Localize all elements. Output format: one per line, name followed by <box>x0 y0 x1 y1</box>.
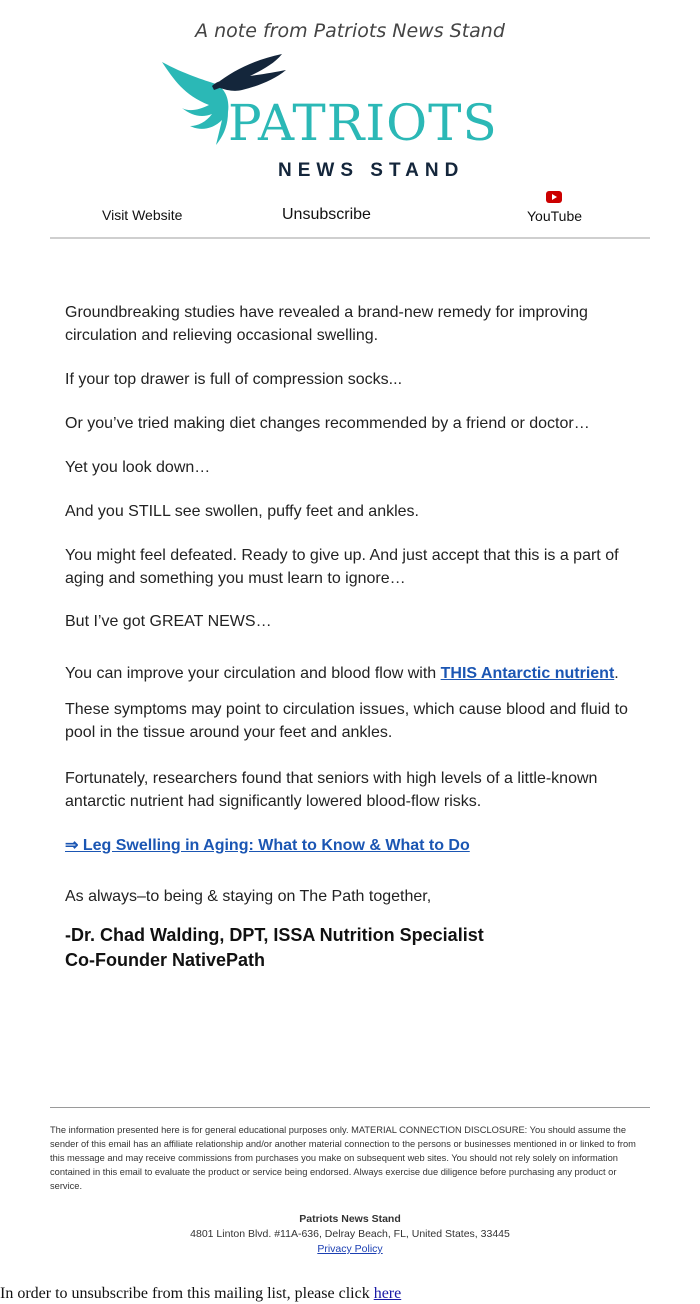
unsubscribe-here-link[interactable]: here <box>373 1285 402 1302</box>
paragraph-intro: Groundbreaking studies have revealed a brand-new remedy for improving circulation and relieving occasional swelling. <box>65 304 588 344</box>
unsubscribe-notice-text: In order to unsubscribe from this mailing list, please click <box>0 1285 374 1302</box>
article-link-line <box>65 834 640 857</box>
signature-name: -Dr. Chad Walding, DPT, ISSA Nutrition Specialist <box>65 925 484 945</box>
header-nav <box>50 190 650 239</box>
youtube-icon[interactable] <box>546 191 562 203</box>
unsubscribe-notice <box>0 1285 401 1303</box>
paragraph-symptoms: These symptoms may point to circulation issues, which cause blood and fluid to pool in the tissue around your feet and ankles. <box>65 701 628 741</box>
nutrient-text: You can improve your circulation and blood flow with <box>65 665 441 682</box>
disclaimer-text: The information presented here is for general educational purposes only. MATERIAL CONNECTION DISCLOSURE: You should assume the sender of this email has an affiliate relationship and/or another material connection to the persons or businesses mentioned in or linked to from this message and may receive commissions from purchases you make on subsequent web sites. You should not rely solely on information contained in this email to evaluate the product or service being endorsed. Always exercise due diligence before purchasing any product or service. <box>50 1125 636 1191</box>
footer-divider <box>50 1107 650 1108</box>
paragraph-diet: Or you’ve tried making diet changes recommended by a friend or doctor… <box>65 415 590 432</box>
logo-subtitle: NEWS STAND <box>278 160 465 181</box>
paragraph-great-news: But I’ve got GREAT NEWS… <box>65 613 272 630</box>
privacy-policy-link[interactable]: Privacy Policy <box>317 1243 383 1255</box>
unsubscribe-link[interactable]: Unsubscribe <box>282 206 371 223</box>
logo-wordmark: PATRIOTS <box>228 94 498 152</box>
youtube-link[interactable]: YouTube <box>527 208 583 224</box>
paragraph-look-down: Yet you look down… <box>65 459 211 476</box>
paragraph-defeated: You might feel defeated. Ready to give up. And just accept that this is a part of aging and something you must learn to ignore… <box>65 547 619 587</box>
footer-address: 4801 Linton Blvd. #11A-636, Delray Beach, FL, United States, 33445 <box>190 1228 510 1240</box>
paragraph-swollen: And you STILL see swollen, puffy feet and ankles. <box>65 503 419 520</box>
header-note: A note from Patriots News Stand <box>195 20 505 42</box>
leg-swelling-article-link[interactable]: ⇒ Leg Swelling in Aging: What to Know & What to Do <box>65 837 470 854</box>
footer-company: Patriots News Stand <box>299 1213 401 1225</box>
footer-privacy-line <box>50 1243 650 1255</box>
paragraph-socks: If your top drawer is full of compression socks... <box>65 371 403 388</box>
visit-website-link[interactable]: Visit Website <box>102 207 183 223</box>
paragraph-nutrient <box>65 662 640 685</box>
paragraph-researchers: Fortunately, researchers found that seniors with high levels of a little-known antarctic nutrient had significantly lowered blood-flow risks. <box>65 770 598 810</box>
nutrient-period: . <box>614 665 619 682</box>
closing-line: As always–to being & staying on The Path together, <box>65 888 432 905</box>
signature-title: Co-Founder NativePath <box>65 950 266 970</box>
antarctic-nutrient-link[interactable]: THIS Antarctic nutrient <box>440 665 615 682</box>
patriots-logo <box>154 50 554 185</box>
